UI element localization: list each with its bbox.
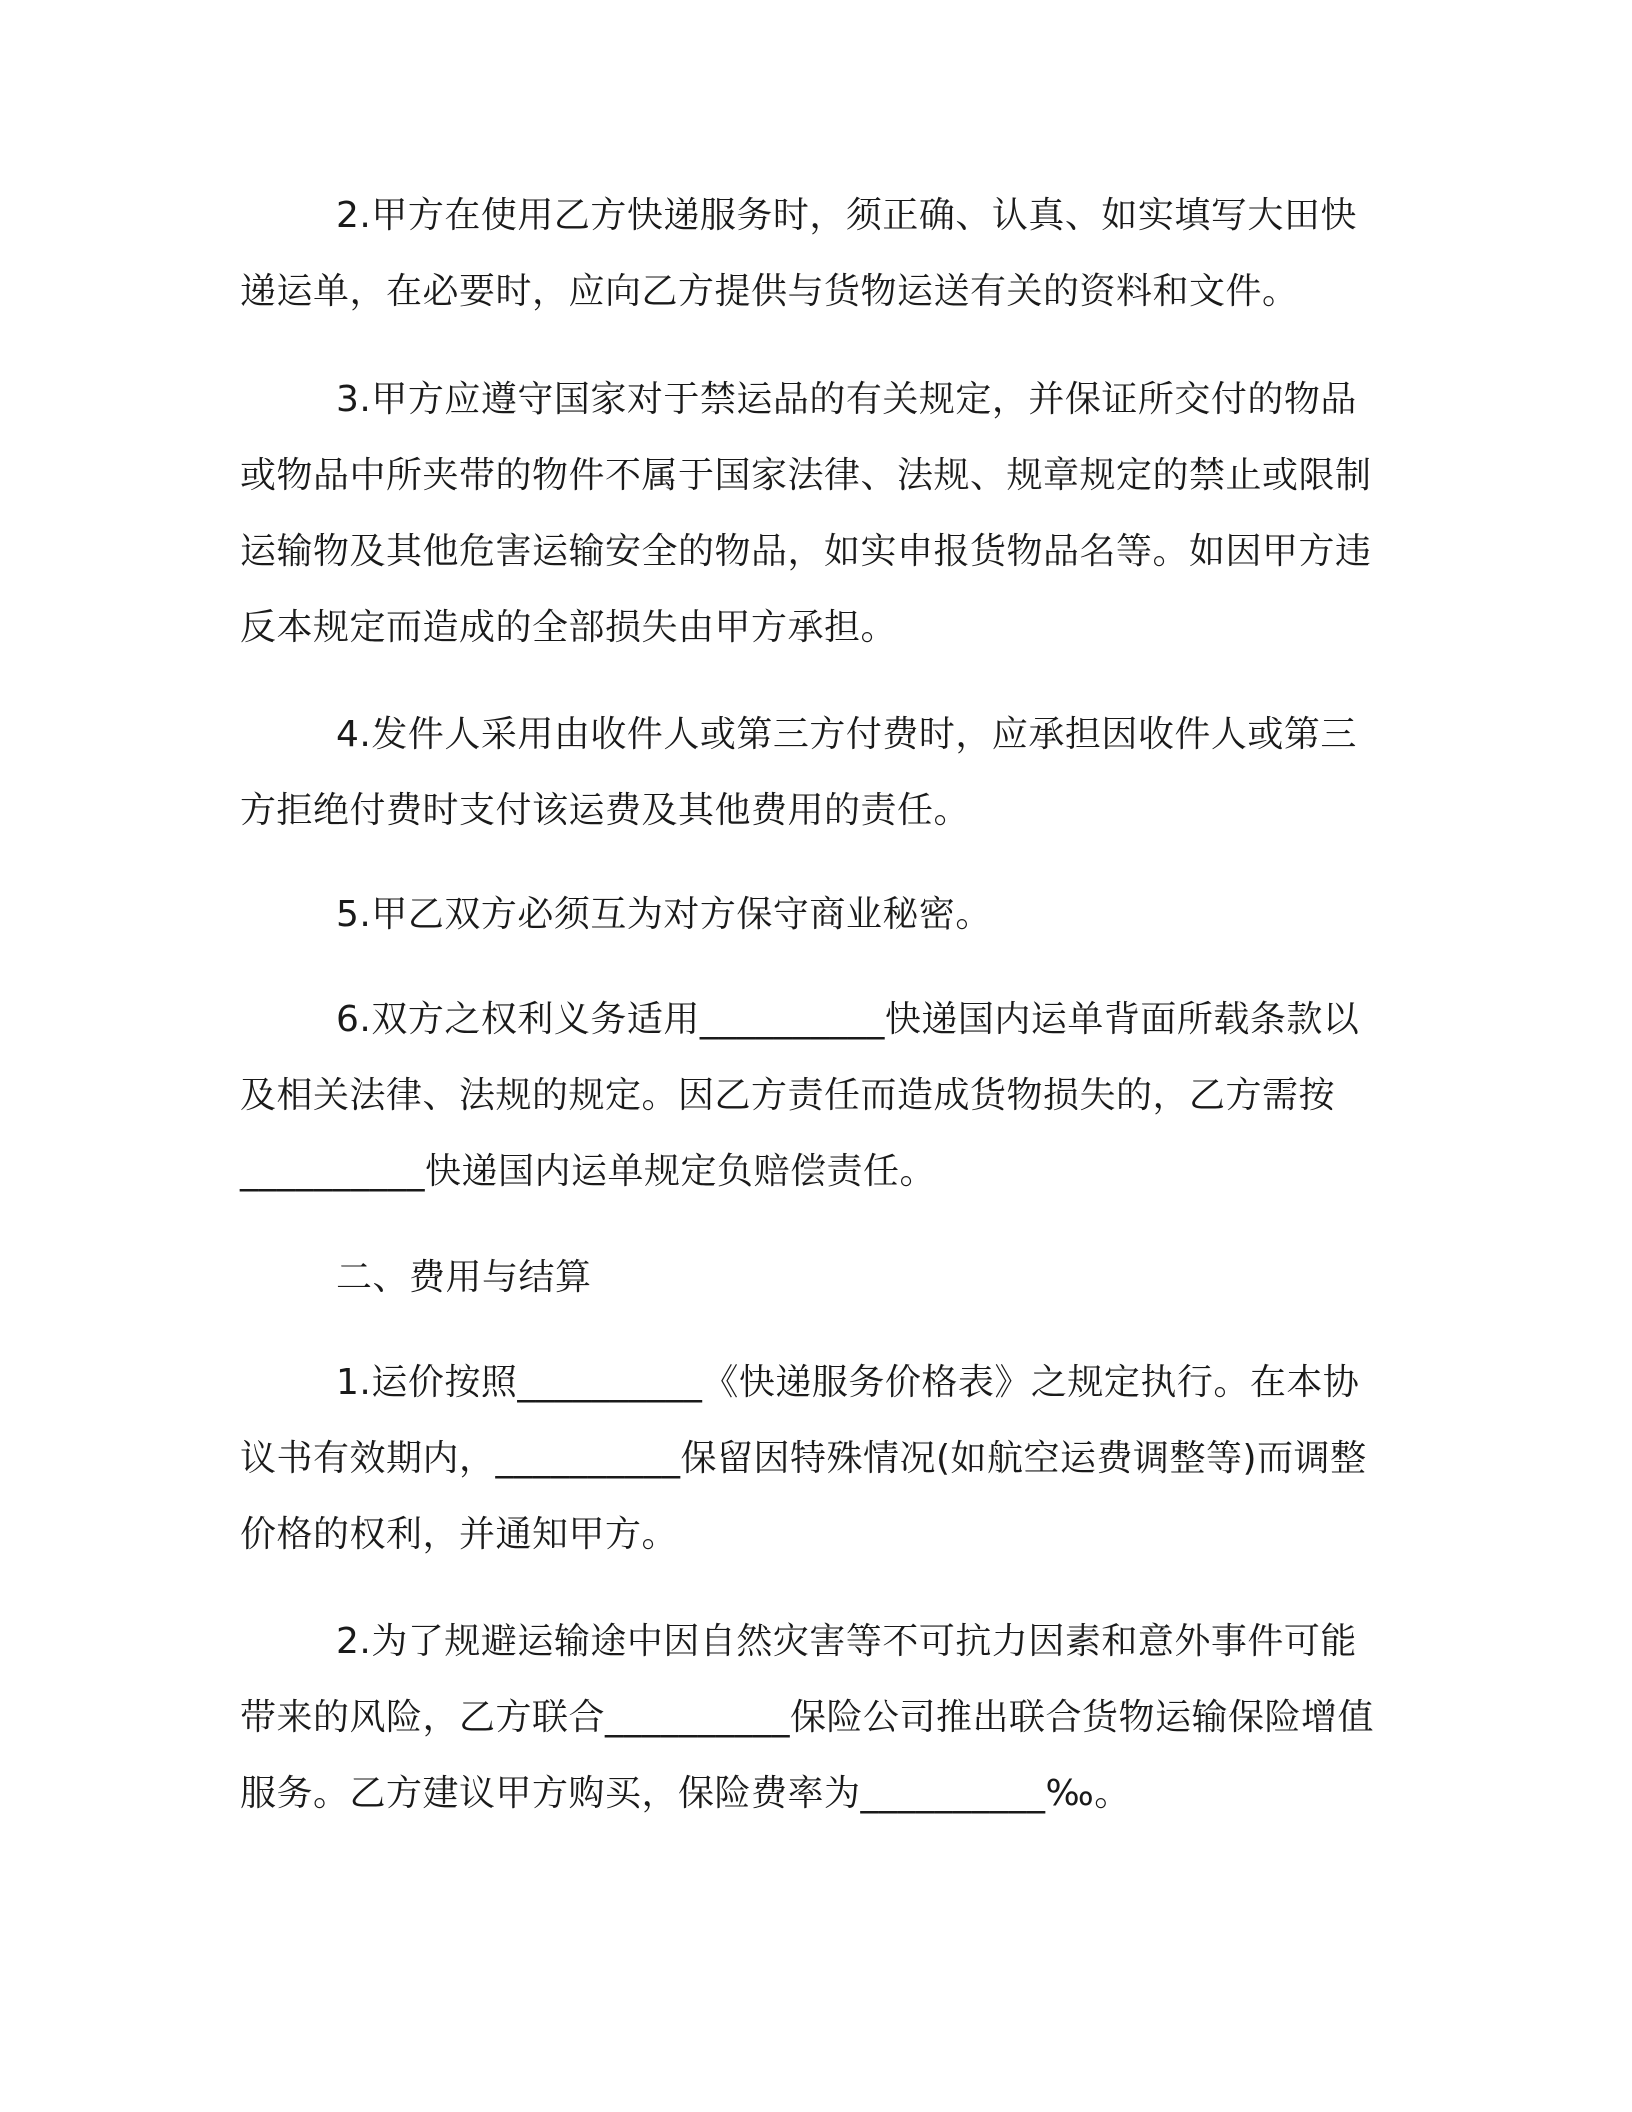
- paragraph-5: 5.甲乙双方必须互为对方保守商业秘密。: [336, 894, 992, 935]
- section-paragraph-2: 2.为了规避运输途中因自然灾害等不可抗力因素和意外事件可能带来的风险，乙方联合__________保险公司推出联合货物运输保险增值服务。乙方建议甲方购买，保险费率为__________‰。: [240, 1621, 1375, 1814]
- paragraph-4: 4.发件人采用由收件人或第三方付费时，应承担因收件人或第三方拒绝付费时支付该运费及其他费用的责任。: [240, 714, 1357, 831]
- section-paragraph-1: 1.运价按照__________《快递服务价格表》之规定执行。在本协议书有效期内，__________保留因特殊情况(如航空运费调整等)而调整价格的权利，并通知甲方。: [240, 1362, 1367, 1555]
- paragraph-6: 6.双方之权利义务适用__________快递国内运单背面所载条款以及相关法律、法规的规定。因乙方责任而造成货物损失的，乙方需按__________快递国内运单规定负赔偿责任。: [240, 999, 1360, 1192]
- section-heading: 二、费用与结算: [336, 1257, 592, 1298]
- paragraph-2: 2.甲方在使用乙方快递服务时，须正确、认真、如实填写大田快递运单，在必要时，应向乙方提供与货物运送有关的资料和文件。: [240, 195, 1357, 312]
- paragraph-3: 3.甲方应遵守国家对于禁运品的有关规定，并保证所交付的物品或物品中所夹带的物件不属于国家法律、法规、规章规定的禁止或限制运输物及其他危害运输安全的物品，如实申报货物品名等。如因甲方违反本规定而造成的全部损失由甲方承担。: [240, 379, 1372, 648]
